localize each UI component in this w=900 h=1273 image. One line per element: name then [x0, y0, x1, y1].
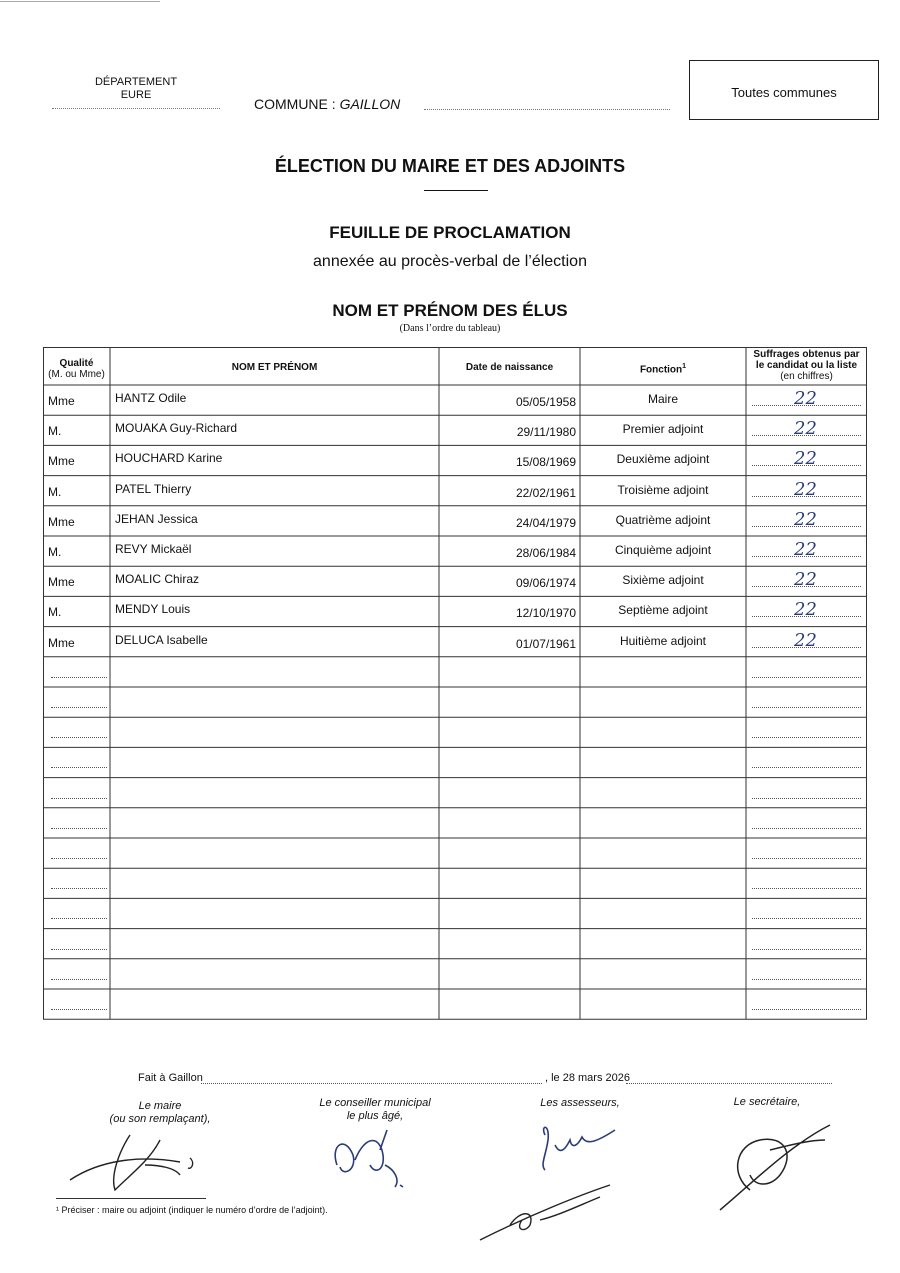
row-nom: PATEL Thierry [115, 481, 192, 496]
empty-suffrages-dots [752, 677, 861, 678]
empty-qualite-dots [51, 737, 107, 738]
empty-suffrages-dots [752, 828, 861, 829]
maire-label-line1: Le maire [138, 1100, 182, 1112]
empty-suffrages-dots [752, 858, 861, 859]
empty-suffrages-dots [752, 949, 861, 950]
row-suffrages: 22 [794, 478, 817, 500]
header-suffrages [746, 349, 867, 382]
row-nom: JEHAN Jessica [115, 511, 198, 526]
row-fonction: Troisième adjoint [617, 482, 709, 497]
row-qualite: M. [48, 424, 62, 439]
row-nom: MENDY Louis [115, 602, 191, 617]
conseiller-label-line1: Le conseiller municipal [319, 1097, 431, 1109]
row-fonction: Premier adjoint [622, 422, 704, 437]
conseiller-label [300, 1097, 450, 1123]
toutes-communes-box [689, 60, 879, 120]
header-fonction-note: 1 [682, 363, 687, 370]
empty-suffrages-dots [752, 737, 861, 738]
header-suffrages-line2: le candidat ou la liste [755, 360, 858, 371]
row-fonction: Maire [647, 392, 678, 406]
assesseurs-label: Les assesseurs, [540, 1097, 620, 1109]
row-nom: HANTZ Odile [115, 391, 187, 405]
empty-qualite-dots [51, 918, 107, 919]
row-qualite: Mme [48, 394, 75, 408]
departement-value: EURE [120, 89, 152, 101]
maire-label-line2: (ou son remplaçant), [109, 1113, 211, 1125]
empty-suffrages-dots [752, 798, 861, 799]
empty-qualite-dots [51, 828, 107, 829]
elus-table [43, 347, 867, 1023]
empty-suffrages-dots [752, 979, 861, 980]
sheet-subtitle: annexée au procès-verbal de l’élection [313, 253, 587, 270]
commune-dotted-line [424, 109, 670, 110]
row-naissance: 28/06/1984 [515, 546, 576, 560]
row-suffrages: 22 [794, 388, 817, 409]
fait-a: Fait à Gaillon [138, 1072, 203, 1084]
departement-block [52, 76, 220, 102]
header-naissance: Date de naissance [465, 362, 554, 373]
empty-qualite-dots [51, 1009, 107, 1010]
secretaire-signature [710, 1115, 850, 1215]
row-qualite: M. [48, 605, 62, 620]
row-fonction: Sixième adjoint [622, 573, 704, 588]
row-qualite: Mme [48, 635, 75, 650]
secretaire-label: Le secrétaire, [733, 1096, 801, 1108]
header-qualite-title: Qualité [59, 358, 94, 369]
empty-qualite-dots [51, 858, 107, 859]
row-qualite: Mme [48, 454, 75, 469]
row-naissance: 05/05/1958 [515, 395, 576, 409]
empty-suffrages-dots [752, 1009, 861, 1010]
row-naissance: 29/11/1980 [516, 425, 576, 440]
row-nom: REVY Mickaël [115, 542, 192, 556]
footnote-rule [56, 1198, 206, 1199]
conseiller-label-line2: le plus âgé, [346, 1110, 404, 1122]
empty-qualite-dots [51, 949, 107, 950]
empty-qualite-dots [51, 707, 107, 708]
header-qualite [43, 358, 110, 380]
signature-date: , le 28 mars 2026 [545, 1072, 630, 1084]
conseiller-signature [325, 1125, 415, 1195]
header-suffrages-line3: (en chiffres) [780, 371, 833, 382]
row-suffrages: 22 [794, 448, 817, 470]
row-fonction: Deuxième adjoint [616, 452, 710, 467]
empty-suffrages-dots [752, 918, 861, 919]
toutes-communes-text: Toutes communes [731, 85, 837, 100]
commune-label: COMMUNE : [254, 96, 340, 112]
row-nom: DELUCA Isabelle [115, 632, 208, 647]
row-nom: MOALIC Chiraz [115, 572, 200, 587]
empty-suffrages-dots [752, 767, 861, 768]
maire-signature [60, 1120, 220, 1200]
footnote: ¹ Préciser : maire ou adjoint (indiquer le numéro d’ordre de l’adjoint). [56, 1205, 328, 1215]
row-nom: HOUCHARD Karine [115, 451, 223, 466]
row-naissance: 22/02/1961 [515, 485, 576, 500]
row-qualite: Mme [48, 514, 75, 529]
order-note: (Dans l’ordre du tableau) [399, 323, 501, 334]
names-title: NOM ET PRÉNOM DES ÉLUS [332, 301, 568, 320]
departement-label: DÉPARTEMENT [94, 76, 178, 88]
sheet-title: FEUILLE DE PROCLAMATION [329, 223, 571, 242]
commune-field [254, 96, 400, 112]
row-qualite: M. [48, 484, 62, 499]
row-fonction: Septième adjoint [618, 603, 708, 618]
header-suffrages-line1: Suffrages obtenus par [753, 349, 860, 360]
empty-suffrages-dots [752, 888, 861, 889]
commune-value: GAILLON [339, 96, 401, 112]
row-suffrages: 22 [794, 418, 817, 440]
title-divider [424, 190, 488, 191]
table-grid [43, 347, 867, 1023]
row-suffrages: 22 [794, 569, 817, 591]
row-qualite: Mme [48, 575, 75, 590]
header-fonction [580, 361, 746, 375]
row-naissance: 15/08/1969 [515, 455, 576, 470]
empty-qualite-dots [51, 888, 107, 889]
row-naissance: 12/10/1970 [515, 606, 576, 621]
date-dotted-line [626, 1083, 832, 1084]
row-suffrages: 22 [794, 539, 817, 560]
row-fonction: Huitième adjoint [619, 633, 707, 648]
empty-qualite-dots [51, 798, 107, 799]
empty-qualite-dots [51, 767, 107, 768]
row-qualite: M. [48, 545, 62, 559]
row-suffrages: 22 [794, 629, 817, 651]
scan-artifact-line [0, 1, 160, 2]
row-fonction: Quatrième adjoint [615, 512, 711, 527]
row-suffrages: 22 [794, 599, 817, 621]
row-suffrages: 22 [794, 508, 817, 530]
assesseurs-signatures [470, 1115, 630, 1245]
empty-suffrages-dots [752, 707, 861, 708]
header-qualite-sub: (M. ou Mme) [48, 369, 105, 380]
empty-qualite-dots [51, 677, 107, 678]
main-title: ÉLECTION DU MAIRE ET DES ADJOINTS [274, 156, 626, 176]
header-nom: NOM ET PRÉNOM [231, 362, 318, 373]
header-fonction-label: Fonction [639, 364, 683, 376]
row-naissance: 01/07/1961 [515, 636, 576, 651]
row-fonction: Cinquième adjoint [614, 543, 712, 557]
row-nom: MOUAKA Guy-Richard [115, 421, 238, 436]
departement-dotted-line [52, 108, 220, 109]
row-naissance: 24/04/1979 [515, 515, 576, 530]
fait-a-dotted-line [201, 1083, 542, 1084]
empty-qualite-dots [51, 979, 107, 980]
row-naissance: 09/06/1974 [515, 576, 576, 591]
